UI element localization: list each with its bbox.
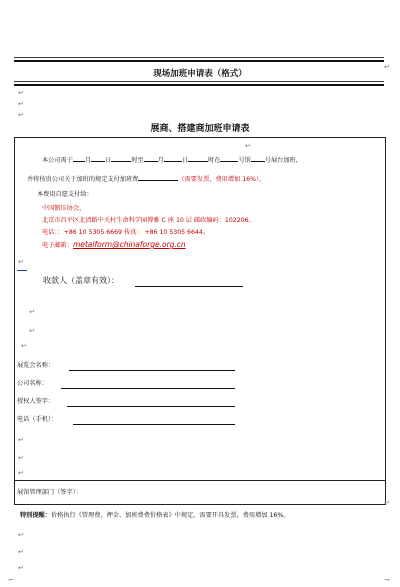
payee-org: 中国锻压协会，: [42, 205, 86, 212]
paragraph-mark: ↵: [18, 548, 24, 556]
day-label: 日: [105, 157, 112, 164]
authorized-signer-label: 授权人签字：: [17, 398, 55, 405]
document-title: 现场加班申请表（格式）: [153, 69, 247, 79]
payee-intro: 本费用自愿支付给：: [37, 191, 93, 198]
fee-blank[interactable]: [138, 174, 178, 181]
overtime-request-line-2: [27, 174, 265, 184]
page-corner-mark: ⌐: [8, 576, 14, 584]
paragraph-mark: ↵: [18, 564, 24, 572]
overtime-request-line-1: [42, 155, 298, 165]
hour-to-label: 时至: [131, 157, 144, 164]
exhibition-name-label: 展览会名称：: [17, 362, 55, 369]
hour-blank-2[interactable]: [188, 155, 208, 162]
booth-label: 号展台加班,: [264, 157, 298, 164]
reminder-text: 价格执行《管理费、押金、加班费费价格表》中规定。需要开具发票，费用增加 16%。: [50, 512, 290, 519]
month-label-2: 月: [157, 157, 164, 164]
booth-blank[interactable]: [251, 155, 265, 162]
hour-blank[interactable]: [111, 155, 131, 162]
paragraph-mark: ↵: [29, 308, 35, 316]
payment-commitment: 并将按贵公司关于加班的规定支付加班费: [27, 176, 139, 183]
venue-management-label: 展馆管理部门（签字）：: [17, 489, 82, 496]
paragraph-mark: ↵: [18, 89, 24, 97]
hall-label: 号馆: [238, 157, 251, 164]
email-label: 电子邮箱：: [42, 242, 73, 249]
paragraph-mark: ↵: [18, 258, 24, 266]
form-box: [14, 137, 386, 505]
paragraph-mark: ↵: [21, 342, 27, 350]
payee-email-line: [42, 241, 186, 250]
hour-at-label: 时在: [208, 157, 221, 164]
paragraph-mark: ↵: [384, 63, 390, 71]
day-label-2: 日: [181, 157, 189, 164]
company-name-label: 公司名称：: [17, 380, 48, 387]
exhibition-name-field[interactable]: [69, 370, 235, 371]
email-link[interactable]: metalform@chinaforge.org.cn: [72, 240, 186, 249]
receiver-label: 收款人（盖章有效）：: [43, 276, 119, 285]
dept-divider: [15, 480, 385, 481]
month-blank-2[interactable]: [144, 155, 158, 162]
phone-field[interactable]: [73, 424, 235, 425]
paragraph-mark: ↵: [18, 100, 24, 108]
paragraph-mark: ↵: [384, 499, 390, 507]
day-blank[interactable]: [91, 155, 105, 162]
paragraph-mark: ↵: [245, 142, 251, 150]
form-title: 展商、搭建商加班申请表: [150, 124, 250, 134]
title-rule-thick: [14, 84, 384, 86]
reminder-label: 特别提醒：: [20, 512, 51, 519]
month-label: 月: [84, 157, 92, 164]
paragraph-mark: ↵: [18, 469, 24, 477]
paragraph-mark: ↵: [18, 531, 24, 539]
invoice-note: （需要发票，费用增加 16%）。: [178, 176, 266, 183]
paragraph-mark: ↵: [18, 436, 24, 444]
payee-address: 北京市昌平区北清路中关村生命科学园博雅 C 座 10 层 邮政编码：102206。: [42, 217, 255, 224]
top-rule: [14, 57, 384, 58]
blue-marker: [17, 270, 27, 271]
top-rule-thick: [14, 60, 384, 62]
title-rule: [14, 81, 384, 82]
special-reminder: [20, 512, 289, 520]
day-blank-2[interactable]: [164, 155, 182, 162]
month-blank[interactable]: [73, 155, 85, 162]
paragraph-mark: ↵: [18, 454, 24, 462]
receiver-signature-line[interactable]: [135, 286, 243, 287]
authorized-signer-field[interactable]: [67, 406, 235, 407]
phone-label: 电话（手机）：: [17, 416, 58, 423]
page-corner-mark: ¬: [384, 576, 390, 584]
company-name-field[interactable]: [61, 388, 235, 389]
paragraph-mark: ↵: [29, 327, 35, 335]
hall-blank[interactable]: [220, 155, 238, 162]
paragraph-mark: ↵: [18, 111, 24, 119]
date-prefix: 本公司需于: [42, 157, 73, 164]
payee-phone-fax: 电话：：+86 10 5305 6669 传真： +86 10 5305 6644。: [42, 229, 209, 236]
